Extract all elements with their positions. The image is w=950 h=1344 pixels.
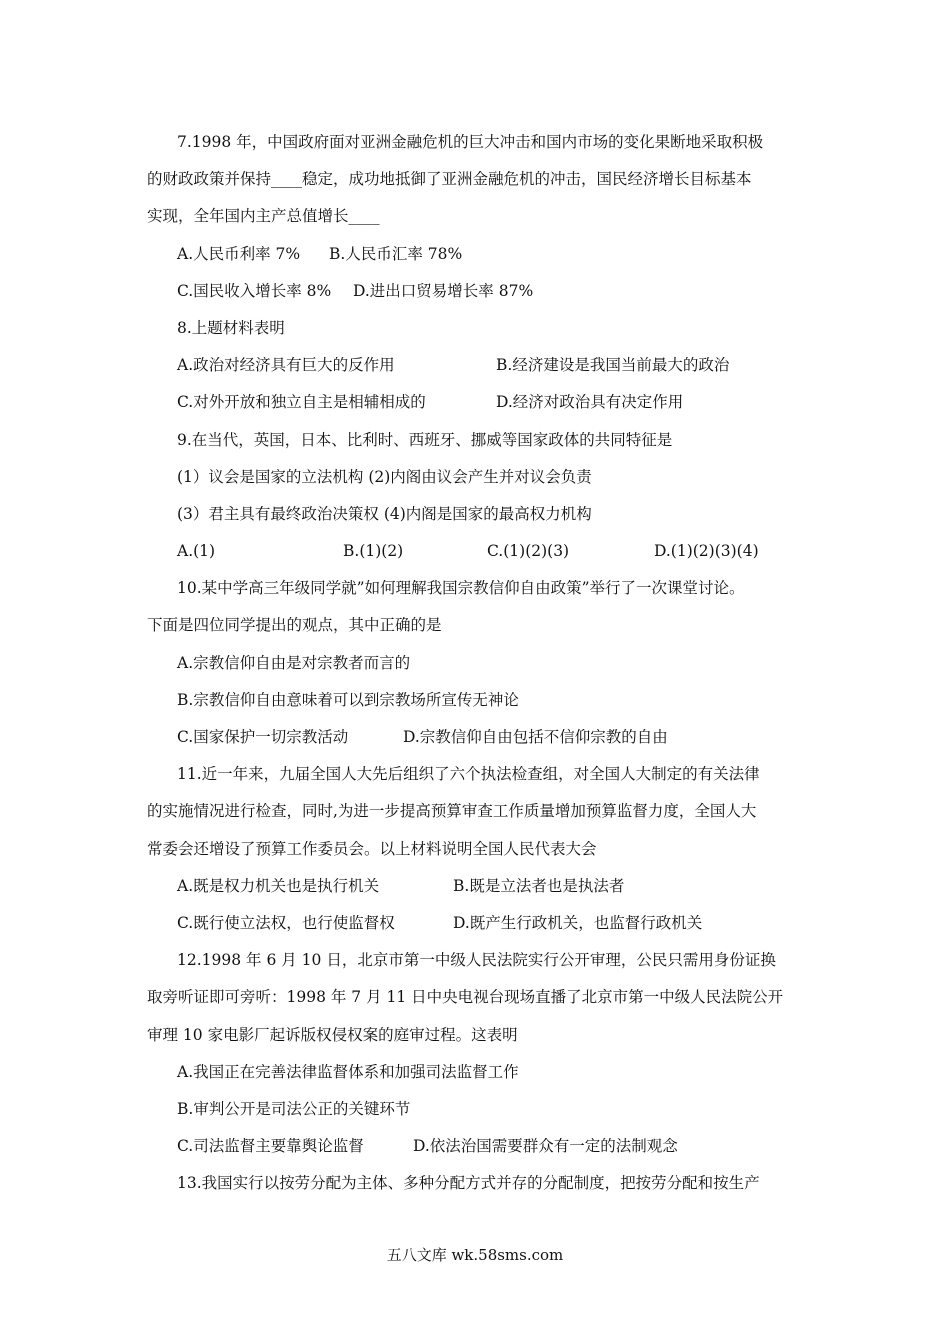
question-9 (147, 422, 807, 571)
question-stem: 审理 10 家电影厂起诉版权侵权案的庭审过程。这表明 (147, 1025, 518, 1044)
question-stem: (1）议会是国家的立法机构 (2)内阁由议会产生并对议会负责 (177, 467, 592, 486)
option-b: B.既是立法者也是执法者 (453, 876, 625, 895)
option-row (147, 719, 807, 756)
option-row (147, 533, 807, 570)
option-d: D.经济对政治具有决定作用 (496, 393, 684, 412)
question-stem: 8.上题材料表明 (177, 318, 285, 337)
option-row (147, 384, 807, 421)
option-d: D.进出口贸易增长率 87% (353, 281, 534, 300)
option-a: A.(1) (177, 542, 216, 561)
option-b: B.审判公开是司法公正的关键环节 (177, 1099, 411, 1118)
question-13 (147, 1165, 807, 1202)
question-stem: 11.近一年来，九届全国人大先后组织了六个执法检查组，对全国人大制定的有关法律 (177, 765, 760, 784)
option-a: A.既是权力机关也是执行机关 (177, 876, 380, 895)
question-10 (147, 570, 807, 756)
option-d: D.宗教信仰自由包括不信仰宗教的自由 (403, 728, 668, 746)
question-stem: 的实施情况进行检查，同时,为进一步提高预算审查工作质量增加预算监督力度，全国人大 (147, 802, 757, 821)
question-stem: 下面是四位同学提出的观点，其中正确的是 (147, 616, 442, 635)
question-8 (147, 310, 807, 422)
option-row (147, 273, 807, 310)
option-b: B.经济建设是我国当前最大的政治 (496, 356, 730, 375)
option-row (147, 1128, 807, 1165)
footer-watermark: 五八文库 wk.58sms.com (386, 1246, 564, 1264)
option-row (147, 868, 807, 905)
option-row (147, 905, 807, 942)
option-d: D.既产生行政机关，也监督行政机关 (453, 913, 703, 932)
question-stem: (3）君主具有最终政治决策权 (4)内阁是国家的最高权力机构 (177, 504, 592, 523)
option-a: A.人民币利率 7% (177, 244, 301, 263)
question-stem: 10.某中学高三年级同学就”如何理解我国宗教信仰自由政策”举行了一次课堂讨论。 (177, 579, 745, 598)
question-stem: 取旁听证即可旁听：1998 年 7 月 11 日中央电视台现场直播了北京市第一中级人民法院公开 (147, 988, 784, 1007)
question-list (147, 124, 807, 1202)
question-12 (147, 942, 807, 1165)
option-row (147, 347, 807, 384)
question-stem: 13.我国实行以按劳分配为主体、多种分配方式并存的分配制度，把按劳分配和按生产 (177, 1174, 760, 1193)
option-b: B.宗教信仰自由意味着可以到宗教场所宣传无神论 (177, 690, 519, 709)
question-stem: 12.1998 年 6 月 10 日，北京市第一中级人民法院实行公开审理，公民只需用身份证换 (177, 951, 776, 970)
question-stem: 常委会还增设了预算工作委员会。以上材料说明全国人民代表大会 (147, 839, 597, 858)
question-stem: 9.在当代，英国，日本、比利时、西班牙、挪威等国家政体的共同特征是 (177, 430, 673, 449)
question-7 (147, 124, 807, 310)
option-c: C.既行使立法权，也行使监督权 (177, 913, 395, 932)
option-d: D.(1)(2)(3)(4) (654, 542, 759, 561)
option-c: C.国民收入增长率 8% (177, 281, 332, 300)
option-a: A.宗教信仰自由是对宗教者而言的 (177, 653, 411, 672)
option-c: C.司法监督主要靠舆论监督 (177, 1137, 364, 1156)
option-c: C.(1)(2)(3) (487, 542, 570, 561)
option-d: D.依法治国需要群众有一定的法制观念 (413, 1137, 678, 1156)
option-row (147, 236, 807, 273)
option-c: C.对外开放和独立自主是相辅相成的 (177, 393, 426, 412)
option-b: B.(1)(2) (343, 542, 404, 561)
option-b: B.人民币汇率 78% (329, 244, 463, 263)
question-stem: 实现，全年国内主产总值增长____ (147, 207, 380, 226)
question-11 (147, 756, 807, 942)
option-c: C.国家保护一切宗教活动 (177, 728, 349, 746)
question-stem: 7.1998 年，中国政府面对亚洲金融危机的巨大冲击和国内市场的变化果断地采取积极 (177, 133, 764, 151)
option-a: A.政治对经济具有巨大的反作用 (177, 356, 395, 375)
option-a: A.我国正在完善法律监督体系和加强司法监督工作 (177, 1062, 519, 1081)
question-stem: 的财政政策并保持____稳定，成功地抵御了亚洲金融危机的冲击，国民经济增长目标基本 (147, 170, 752, 189)
